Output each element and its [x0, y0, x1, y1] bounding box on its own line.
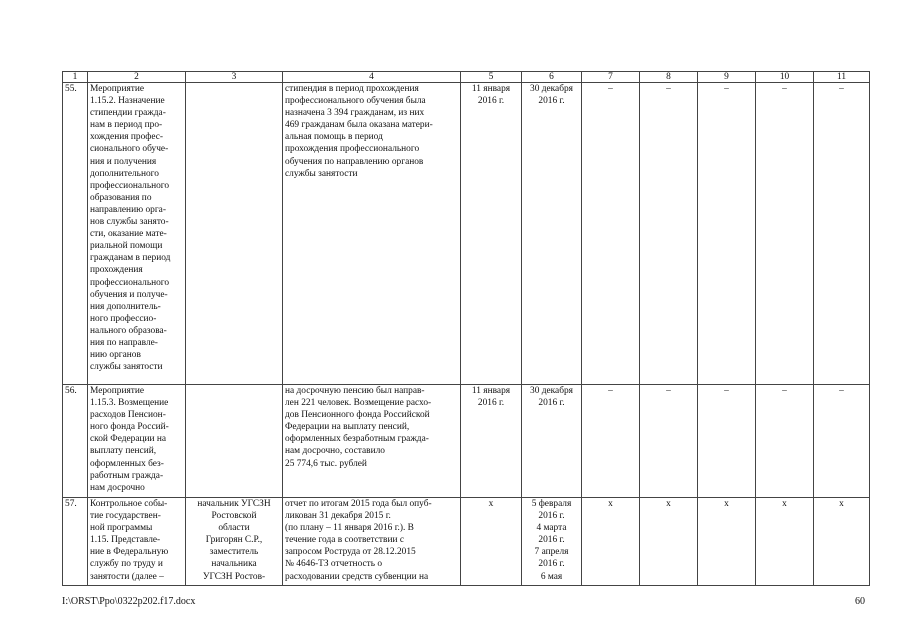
cell-line: 1.15.3. Возмещение — [90, 398, 169, 409]
cell-line: прохождения профессионального — [285, 144, 420, 155]
cell-line: 7 апреля — [534, 547, 569, 558]
cell-line: прохождения — [90, 265, 143, 276]
responsible-cell — [186, 498, 283, 586]
end-date-cell — [522, 498, 582, 586]
cell-line: заместитель — [209, 547, 259, 558]
cell-line: сти, оказание мате- — [90, 229, 167, 240]
table-row — [63, 83, 870, 385]
result-cell — [283, 498, 461, 586]
cell-line: стипендия в период прохождения — [285, 84, 419, 94]
value-cell: – — [698, 385, 756, 498]
value-cell: – — [756, 83, 814, 385]
cell-line: нам в период про- — [90, 120, 163, 131]
cell-line: профессионального — [90, 277, 170, 288]
cell-line: течение года в соответствии с — [285, 535, 404, 546]
cell-line: (по плану – 11 января 2016 г.). В — [285, 523, 414, 534]
value-cell: – — [640, 83, 698, 385]
cell-line: 5 февраля — [531, 499, 572, 509]
value-cell: – — [814, 385, 870, 498]
cell-line: альная помощь в период — [285, 132, 383, 143]
cell-line: 30 декабря — [530, 386, 573, 396]
cell-line: профессионального — [90, 180, 170, 191]
responsible-cell — [186, 385, 283, 498]
cell-line: расходовании средств субвенции на — [285, 571, 429, 582]
event-name-cell — [88, 498, 186, 586]
cell-line: нам досрочно, составило — [285, 446, 385, 457]
cell-line: 6 мая — [540, 571, 563, 582]
column-number: 9 — [698, 72, 756, 83]
cell-line: 30 декабря — [530, 84, 573, 94]
cell-line: 2016 г. — [538, 559, 565, 570]
cell-line: сионального обуче- — [90, 144, 169, 155]
cell-line: ние в Федеральную — [90, 547, 169, 558]
cell-line: ской Федерации на — [90, 434, 167, 445]
value-cell: – — [698, 83, 756, 385]
column-number: 2 — [88, 72, 186, 83]
row-number: 55. — [63, 83, 88, 385]
cell-line: Ростовской — [211, 511, 257, 522]
value-cell: x — [698, 498, 756, 586]
cell-line: оформленных безработным гражда- — [285, 434, 429, 445]
column-number: 7 — [582, 72, 640, 83]
cell-line: области — [218, 523, 250, 534]
cell-line: расходов Пенсион- — [90, 410, 166, 421]
cell-line: ной программы — [90, 523, 153, 534]
cell-line: тие государствен- — [90, 511, 161, 522]
cell-line: ного профессио- — [90, 313, 157, 324]
cell-line: x — [488, 499, 494, 509]
value-cell: x — [582, 498, 640, 586]
result-cell — [283, 385, 461, 498]
cell-line: работным гражда- — [90, 470, 164, 481]
column-number-row — [63, 72, 870, 83]
value-cell: – — [640, 385, 698, 498]
column-number: 5 — [461, 72, 522, 83]
cell-line: УГСЗН Ростов- — [202, 571, 266, 582]
cell-line: занятости (далее – — [90, 571, 164, 582]
cell-line: ного фонда Россий- — [90, 422, 169, 433]
responsible-cell — [186, 83, 283, 385]
cell-line: 1.15.2. Назначение — [90, 96, 165, 107]
cell-line: обучения по направлению органов — [285, 156, 424, 167]
cell-line: Мероприятие — [90, 84, 145, 94]
cell-line: ния и получения — [90, 156, 157, 167]
cell-line: службы занятости — [285, 168, 358, 179]
cell-line: 469 гражданам была оказана матери- — [285, 120, 433, 131]
column-number: 1 — [63, 72, 88, 83]
value-cell: x — [640, 498, 698, 586]
cell-line: № 4646-ТЗ отчетность о — [285, 559, 383, 570]
cell-line: Федерации на выплату пенсий, — [285, 422, 410, 433]
cell-line: хождения профес- — [90, 132, 164, 143]
cell-line: обучения и получе- — [90, 289, 168, 300]
value-cell: – — [814, 83, 870, 385]
cell-line: гражданам в период — [90, 253, 171, 264]
event-name-cell — [88, 83, 186, 385]
start-date-cell — [461, 385, 522, 498]
cell-line: 2016 г. — [538, 535, 565, 546]
cell-line: начальник УГСЗН — [197, 499, 271, 509]
cell-line: 11 января — [471, 386, 511, 396]
cell-line: 2016 г. — [477, 398, 505, 409]
cell-line: службу по труду и — [90, 559, 163, 570]
cell-line: риальной помощи — [90, 241, 163, 252]
cell-line: нам досрочно — [90, 482, 145, 493]
cell-line: ликован 31 декабря 2015 г. — [285, 511, 391, 522]
cell-line: 4 марта — [536, 523, 567, 534]
value-cell: – — [582, 385, 640, 498]
cell-line: нию органов — [90, 350, 141, 361]
cell-line: на досрочную пенсию был направ- — [285, 386, 425, 396]
cell-line: ния по направле- — [90, 337, 158, 348]
cell-line: 2016 г. — [538, 398, 565, 409]
cell-line: нов службы занято- — [90, 217, 169, 228]
cell-line: Григорян С.Р., — [205, 535, 263, 546]
event-name-cell — [88, 385, 186, 498]
result-cell — [283, 83, 461, 385]
cell-line: профессионального обучения была — [285, 96, 426, 107]
value-cell: – — [582, 83, 640, 385]
column-number: 6 — [522, 72, 582, 83]
cell-line: начальника — [211, 559, 257, 570]
column-number: 4 — [283, 72, 461, 83]
table-row — [63, 385, 870, 498]
cell-line: образования по — [90, 192, 152, 203]
cell-line: дополнительного — [90, 168, 159, 179]
cell-line: отчет по итогам 2015 года был опуб- — [285, 499, 432, 509]
cell-line: стипендии гражда- — [90, 108, 166, 119]
end-date-cell — [522, 385, 582, 498]
cell-line: Мероприятие — [90, 386, 145, 396]
cell-line: выплату пенсий, — [90, 446, 157, 457]
cell-line: запросом Роструда от 28.12.2015 — [285, 547, 416, 558]
start-date-cell — [461, 498, 522, 586]
cell-line: дов Пенсионного фонда Российской — [285, 410, 430, 421]
cell-line: оформленных без- — [90, 458, 164, 469]
column-number: 3 — [186, 72, 283, 83]
value-cell: x — [814, 498, 870, 586]
value-cell: – — [756, 385, 814, 498]
column-number: 10 — [756, 72, 814, 83]
cell-line: 2016 г. — [538, 96, 565, 107]
page-number: 60 — [855, 596, 865, 607]
file-path: I:\ORST\Ppo\0322p202.f17.docx — [62, 596, 196, 607]
value-cell: x — [756, 498, 814, 586]
cell-line: нального образова- — [90, 325, 167, 336]
cell-line: ния дополнитель- — [90, 301, 161, 312]
row-number: 57. — [63, 498, 88, 586]
start-date-cell — [461, 83, 522, 385]
cell-line: службы занятости — [90, 362, 163, 373]
cell-line: 2016 г. — [538, 511, 565, 522]
cell-line: 1.15. Представле- — [90, 535, 161, 546]
cell-line: 2016 г. — [477, 96, 505, 107]
cell-line: 11 января — [471, 84, 511, 94]
cell-line: 25 774,6 тыс. рублей — [285, 458, 367, 469]
cell-line: назначена 3 394 гражданам, из них — [285, 108, 425, 119]
end-date-cell — [522, 83, 582, 385]
column-number: 8 — [640, 72, 698, 83]
cell-line: направлению орга- — [90, 204, 166, 215]
table-row — [63, 498, 870, 586]
cell-line: Контрольное собы- — [90, 499, 168, 509]
cell-line: лен 221 человек. Возмещение расхо- — [285, 398, 432, 409]
column-number: 11 — [814, 72, 870, 83]
document-table — [62, 71, 870, 586]
row-number: 56. — [63, 385, 88, 498]
